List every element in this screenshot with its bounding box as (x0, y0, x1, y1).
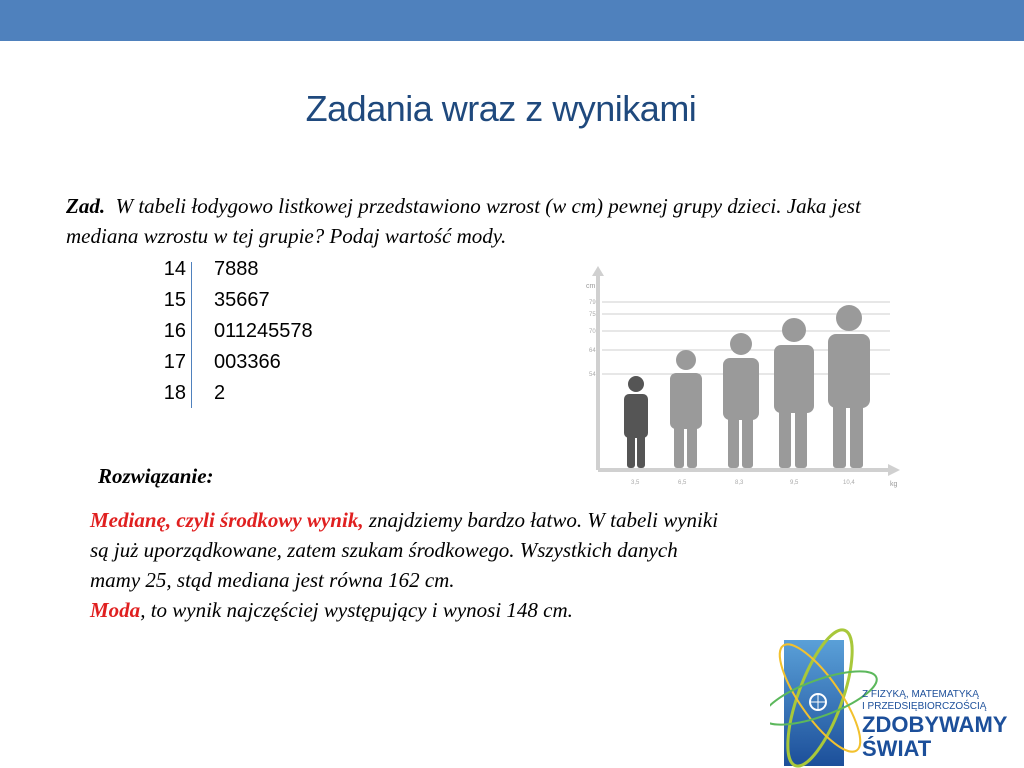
y-unit-label: cm (586, 283, 596, 290)
median-explanation: znajdziemy bardzo łatwo. W tabeli wyniki są już uporządkowane, zatem szukam środkowego. Wszystkich danych mamy 25, stąd mediana jest równa 162 cm. (90, 508, 719, 592)
task-question: W tabeli łodygowo listkowej przedstawiono wzrost (w cm) pewnej grupy dzieci. Jaka jest mediana wzrostu w tej grupie? Podaj wartość mody. (66, 194, 861, 248)
stem-value: 15 (163, 289, 186, 311)
mode-explanation: , to wynik najczęściej występujący i wynosi 148 cm. (140, 598, 573, 622)
slide-title: Zadania wraz z wynikami (305, 88, 697, 129)
y-axis-arrow (592, 266, 604, 276)
project-logo (770, 622, 1024, 768)
leaf-values: 35667 (214, 289, 270, 311)
stem-value: 14 (163, 258, 186, 280)
y-tick-label: 64 (589, 348, 596, 354)
y-tick-label: 75 (589, 312, 596, 318)
stem-value: 17 (163, 351, 186, 373)
mode-highlight: Moda (90, 598, 141, 622)
logo-text-line2: I PRZEDSIĘBIORCZOŚCIĄ (862, 701, 987, 712)
child-figure-3 (723, 333, 759, 468)
child-figure-1 (624, 376, 648, 468)
x-axis-arrow (888, 464, 900, 476)
child-figure-4 (774, 318, 814, 468)
logo-text-line1: Z FIZYKĄ, MATEMATYKĄ (862, 689, 979, 700)
x-tick-label: 9,5 (790, 480, 799, 486)
child-figure-2 (670, 350, 702, 468)
leaf-values: 003366 (214, 351, 281, 373)
x-tick-label: 6,5 (678, 480, 687, 486)
leaf-values: 011245578 (214, 320, 313, 342)
logo-text-line3: ZDOBYWAMY (862, 712, 1008, 737)
leaf-values: 2 (214, 382, 226, 404)
x-tick-label: 10,4 (843, 480, 855, 486)
logo-text-line4: ŚWIAT (862, 736, 932, 761)
x-unit-label: kg (890, 481, 898, 488)
median-highlight: Medianę, czyli środkowy wynik, (90, 508, 364, 532)
child-figure-5 (828, 305, 870, 468)
x-tick-label: 3,5 (631, 480, 640, 486)
task-label: Zad. (66, 194, 106, 218)
task-text (66, 191, 866, 251)
y-tick-label: 70 (589, 329, 596, 335)
height-weight-figure (580, 262, 910, 494)
stem-leaf-divider (191, 262, 192, 408)
stem-value: 16 (163, 320, 186, 342)
leaf-values: 7888 (214, 258, 259, 280)
y-tick-label: 79 (589, 300, 596, 306)
y-tick-label: 54 (589, 372, 596, 378)
solution-label: Rozwiązanie: (98, 464, 214, 488)
x-tick-label: 8,3 (735, 480, 744, 486)
solution-text (90, 505, 730, 625)
stem-value: 18 (163, 382, 186, 404)
header-bar (0, 0, 1024, 41)
